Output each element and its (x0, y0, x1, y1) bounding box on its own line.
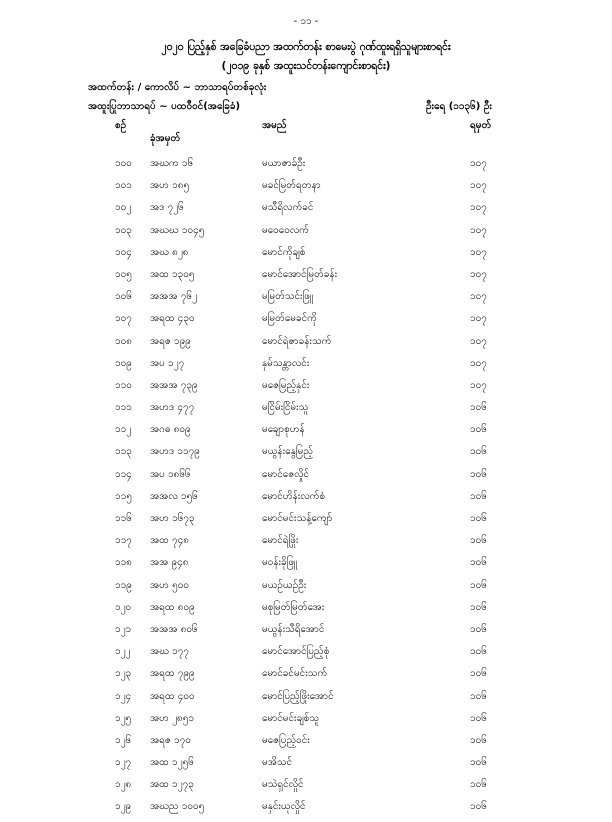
table-row (0, 178, 612, 200)
table-row (0, 777, 612, 799)
roll-number: အပ ၁၈၆၆ (150, 468, 191, 480)
table-row (0, 400, 612, 422)
score: ၁၀၆ (470, 690, 487, 702)
row-number: ၁၁၉ (115, 579, 132, 591)
score: ၁၀၆ (470, 490, 487, 502)
row-number: ၁၁၄ (115, 468, 132, 480)
student-name: မောင်ရဲဇာခန်းသက် (262, 335, 332, 347)
roll-number: အအအ ၈၀၆ (150, 623, 198, 635)
roll-number: အထ ၁၂၇၃ (150, 779, 194, 791)
table-row (0, 755, 612, 777)
roll-number: အအ ၉၄၈ (150, 557, 189, 569)
student-name: မောင်အောင်ပြည့်စုံ (262, 646, 330, 658)
student-name: မယာဇာခ်ဦး (262, 158, 306, 169)
score: ၁၀၇ (470, 357, 487, 369)
row-number: ၁၀၃ (115, 224, 132, 236)
student-name: မခင်မြတ်ရတနာ (262, 180, 321, 192)
table-row (0, 223, 612, 245)
score: ၁၀၆ (470, 668, 487, 680)
student-name: မောင်အောင်မြတ်ခန်း (262, 268, 338, 280)
row-number: ၁၁၈ (115, 557, 132, 569)
row-number: ၁၂၉ (115, 801, 132, 813)
candidate-count: ဦးရေ (၁၁၃၆) ဦး (426, 101, 492, 112)
table-row (0, 622, 612, 644)
table-row (0, 555, 612, 577)
row-number: ၁၁၃ (115, 446, 132, 458)
roll-number: အအအ ၇၃၉ (150, 379, 198, 391)
score: ၁၀၆ (470, 446, 487, 458)
row-number: ၁၂၂ (115, 646, 131, 658)
table-row (0, 334, 612, 356)
table-row (0, 733, 612, 755)
header-no: စဉ် (115, 120, 127, 131)
table-row (0, 711, 612, 733)
roll-number: အရဇ ၁၇၀ (150, 734, 191, 746)
student-name: မောင်ပြည့်ဖြိုးအောင် (262, 690, 334, 702)
row-number: ၁၀၅ (115, 268, 132, 280)
table-row (0, 267, 612, 289)
student-name: မမြတ်သင်းဖြူ (262, 291, 313, 303)
score: ၁၀၇ (470, 379, 487, 391)
roll-number: အဟ ၅၀၀ (150, 579, 190, 591)
score: ၁၀၆ (470, 468, 487, 480)
roll-number: အရထ ၇၉၉ (150, 668, 195, 680)
document-title: ၂၀၂၀ ပြည့်နှစ် အခြေခံပညာ အထက်တန်း စာမေးပွဲ ဂုဏ်ထူးရရှိသူများစာရင်း (161, 41, 451, 53)
score: ၁၀၆ (470, 557, 487, 569)
score: ၁၀၇ (470, 180, 487, 192)
student-name: မောင်ရဲဖြိုး (262, 535, 299, 547)
row-number: ၁၂၄ (115, 690, 132, 702)
row-number: ၁၁၆ (115, 513, 132, 524)
roll-number: အထ ၁၃၀၅ (150, 268, 195, 280)
page-number: - ၁၁ - (293, 16, 319, 27)
student-name: မမြတ်မေခင်ကို (262, 313, 317, 325)
score: ၁၀၆ (470, 779, 487, 791)
student-name: မယွန်းနွေမြည့် (262, 446, 313, 458)
student-name: မသီရိလက်ခင် (262, 202, 314, 214)
table-row (0, 200, 612, 222)
student-name: မောင်ဟိန်းလက်စံ (262, 490, 326, 502)
score: ၁၀၆ (470, 424, 487, 436)
row-number: ၁၀၁ (115, 180, 132, 192)
score: ၁၀၆ (470, 601, 487, 613)
student-name: မဝေဝေလက် (262, 224, 309, 236)
student-name: မအိသင် (262, 757, 293, 769)
table-row (0, 311, 612, 333)
roll-number: အရထ ၄၃၀ (150, 313, 195, 325)
student-name: မစုမြတ်မြတ်အေး (262, 601, 325, 613)
row-number: ၁၀၀ (115, 158, 132, 169)
row-number: ၁၀၇ (115, 313, 132, 325)
roll-number: အအလ ၁၅၆ (150, 490, 198, 502)
roll-number: အအအ ၇၆၂ (150, 291, 197, 303)
roll-number: အဃက ၁၆ (150, 158, 194, 169)
score: ၁၀၆ (470, 513, 487, 524)
roll-number: အဃ ၈၂၈ (150, 246, 189, 258)
student-name: မသဲရှင်လှိုင် (262, 779, 304, 791)
table-row (0, 444, 612, 466)
roll-number: အရထ ၈၀၉ (150, 601, 195, 613)
score: ၁၀၆ (470, 712, 487, 724)
score: ၁၀၆ (470, 402, 487, 414)
roll-number: အဟဒ ၄၇၇ (150, 402, 195, 414)
student-name: မယွန်းသီရိအောင် (262, 623, 325, 635)
table-row (0, 378, 612, 400)
student-name: မနှင်းယုလှိုင် (262, 801, 306, 813)
row-number: ၁၁၅ (115, 490, 132, 502)
row-number: ၁၀၈ (115, 335, 132, 347)
table-row (0, 356, 612, 378)
header-name: အမည် (262, 120, 287, 131)
score: ၁၀၆ (470, 535, 487, 547)
table-row (0, 600, 612, 622)
roll-number: အဒ ၇၂၆ (150, 202, 184, 214)
student-name: မောင်ခင်မင်းသက် (262, 668, 328, 680)
roll-number: အထ ၁၂၅၆ (150, 757, 194, 769)
student-name: မောင်ကိုချစ် (262, 246, 306, 258)
score: ၁၀၆ (470, 646, 487, 658)
roll-number: အပ ၁၂၇ (150, 357, 185, 369)
student-name: မချောစုဟန် (262, 424, 305, 436)
row-number: ၁၂၇ (115, 757, 132, 769)
row-number: ၁၁၀ (115, 379, 132, 391)
row-number: ၁၁၂ (115, 424, 132, 436)
table-row (0, 644, 612, 666)
student-name: မောင်မင်းသန့်ကျော် (262, 513, 333, 524)
student-name: မောင်မင်းချစ်သူ (262, 712, 320, 724)
results-list (0, 156, 612, 822)
table-row (0, 666, 612, 688)
table-row (0, 511, 612, 533)
score: ၁၀၇ (470, 158, 487, 169)
student-name: မောင်ဇေလှိုင် (262, 468, 310, 480)
roll-number: အဃည ၁၀၀၅ (150, 801, 205, 813)
document-subtitle: (၂၀၁၉ ခုနှစ် အထူးသင်တန်းကျောင်းစာရင်း) (221, 60, 391, 72)
row-number: ၁၂၅ (115, 712, 132, 724)
score: ၁၀၇ (470, 224, 487, 236)
row-number: ၁၀၂ (115, 202, 132, 214)
roll-number: အဟဒ ၁၁၇၉ (150, 446, 200, 458)
score: ၁၀၇ (470, 268, 487, 280)
roll-number: အရဇ ၁၉၉ (150, 335, 191, 347)
score: ၁၀၆ (470, 734, 487, 746)
score: ၁၀၇ (470, 335, 487, 347)
student-name: မဇေမြည့်နှင်း (262, 379, 310, 391)
score: ၁၀၆ (470, 801, 487, 813)
student-name: မဇေပြည့်ဝင်း (262, 734, 310, 746)
score: ၁၀၇ (470, 313, 487, 325)
table-row (0, 156, 612, 178)
student-name: မငြိမ်းငြိမ်းသူ (262, 402, 309, 414)
table-row (0, 245, 612, 267)
table-row (0, 489, 612, 511)
student-name: မယဉ်ယဉ်ဦး (262, 579, 307, 591)
row-number: ၁၀၆ (115, 291, 132, 303)
table-row (0, 467, 612, 489)
table-row (0, 533, 612, 555)
header-roll: ခုံအမှတ် (150, 133, 181, 144)
roll-number: အထ ၇၄၈ (150, 535, 189, 547)
row-number: ၁၂၀ (115, 601, 132, 613)
score: ၁၀၇ (470, 246, 487, 258)
roll-number: အရထ ၄၀၀ (150, 690, 195, 702)
row-number: ၁၁၁ (115, 402, 132, 414)
roll-number: အဃဃ ၁၀၄၅ (150, 224, 205, 236)
student-name: နှမ်သန္တာလင်း (262, 357, 310, 369)
category-line: အထက်တန်း / ကောလိပ် ~ ဘာသာရပ်တစ်ခုလုံး (88, 82, 267, 93)
score: ၁၀၇ (470, 291, 487, 303)
header-mark: ရမှတ် (470, 120, 492, 131)
row-number: ၁၀၄ (115, 246, 132, 258)
subject-line: အထူးပြုဘာသာရပ် ~ ပထဝီဝင်(အခြေခံ) (88, 101, 241, 112)
roll-number: အဟ ၁၆၇၃ (150, 513, 195, 524)
score: ၁၀၆ (470, 579, 487, 591)
row-number: ၁၂၆ (115, 734, 132, 746)
student-name: မဝန်းခိုဖြူ (262, 557, 297, 569)
score: ၁၀၆ (470, 623, 487, 635)
row-number: ၁၂၁ (115, 623, 132, 635)
table-row (0, 689, 612, 711)
roll-number: အဟ ၁၈၅ (150, 180, 190, 192)
table-row (0, 289, 612, 311)
row-number: ၁၁၇ (115, 535, 132, 547)
row-number: ၁၂၃ (115, 668, 132, 680)
row-number: ၁၂၈ (115, 779, 132, 791)
roll-number: အဂဓ ၈၀၉ (150, 424, 191, 436)
table-row (0, 422, 612, 444)
score: ၁၀၇ (470, 202, 487, 214)
roll-number: အဟ ၂၈၅၁ (150, 712, 195, 724)
table-row (0, 799, 612, 821)
table-row (0, 578, 612, 600)
score: ၁၀၆ (470, 757, 487, 769)
roll-number: အဃ ၁၇၇ (150, 646, 189, 658)
row-number: ၁၀၉ (115, 357, 132, 369)
